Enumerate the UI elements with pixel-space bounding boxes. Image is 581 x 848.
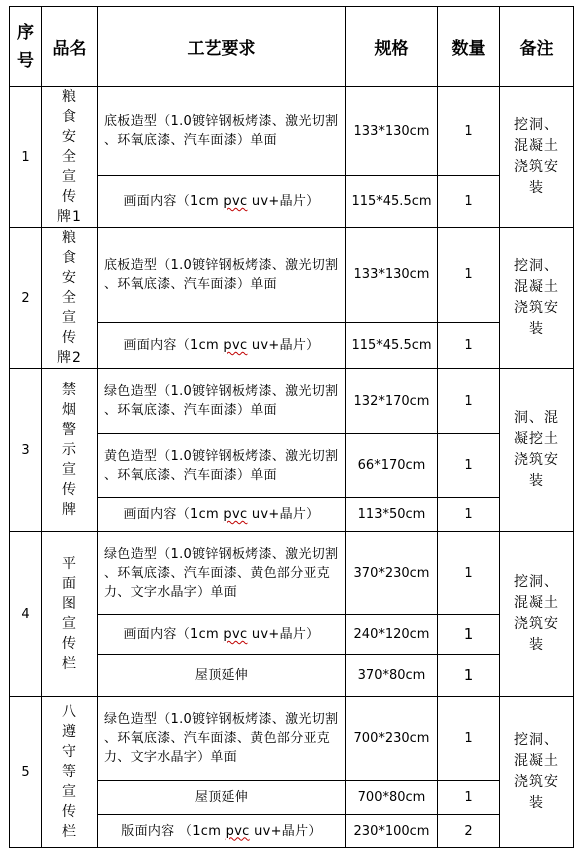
craft-cell: 绿色造型（1.0镀锌钢板烤漆、激光切割 、环氧底漆、汽车面漆）单面: [98, 369, 346, 434]
qty-cell: 1: [438, 615, 500, 655]
craft-cell: 屋顶延伸: [98, 655, 346, 697]
qty-cell: 1: [438, 498, 500, 532]
seq-cell: 5: [10, 697, 42, 848]
spec-cell: 133*130cm: [346, 228, 438, 323]
table-row: [10, 697, 574, 781]
name-cell: 粮食安全宣传牌2: [42, 228, 98, 369]
note-cell: 挖洞、混凝土浇筑安装: [500, 228, 574, 369]
qty-cell: 2: [438, 815, 500, 848]
qty-cell: 1: [438, 369, 500, 434]
spec-cell: 113*50cm: [346, 498, 438, 532]
seq-cell: 2: [10, 228, 42, 369]
note-cell: 洞、混凝挖土浇筑安装: [500, 369, 574, 532]
craft-cell: 画面内容（1cm pvc uv+晶片）: [98, 615, 346, 655]
header-row: [10, 7, 574, 87]
craft-cell: 黄色造型（1.0镀锌钢板烤漆、激光切割 、环氧底漆、汽车面漆）单面: [98, 434, 346, 498]
qty-cell: 1: [438, 228, 500, 323]
spec-cell: 370*230cm: [346, 532, 438, 615]
qty-cell: 1: [438, 434, 500, 498]
table-row: [10, 369, 574, 434]
table-row: [10, 532, 574, 615]
header-qty: 数量: [438, 7, 500, 87]
name-cell: 平面图宣传栏: [42, 532, 98, 697]
note-cell: 挖洞、混凝土浇筑安装: [500, 697, 574, 848]
craft-cell: 画面内容（1cm pvc uv+晶片）: [98, 176, 346, 228]
qty-cell: 1: [438, 655, 500, 697]
qty-cell: 1: [438, 322, 500, 368]
qty-cell: 1: [438, 176, 500, 228]
qty-cell: 1: [438, 781, 500, 815]
name-cell: 禁烟警示宣传牌: [42, 369, 98, 532]
craft-cell: 版面内容 （1cm pvc uv+晶片）: [98, 815, 346, 848]
craft-cell: 底板造型（1.0镀锌钢板烤漆、激光切割 、环氧底漆、汽车面漆）单面: [98, 228, 346, 323]
craft-cell: 底板造型（1.0镀锌钢板烤漆、激光切割 、环氧底漆、汽车面漆）单面: [98, 87, 346, 176]
spec-cell: 115*45.5cm: [346, 322, 438, 368]
header-name: 品名: [42, 7, 98, 87]
name-cell: 粮食安全宣传牌1: [42, 87, 98, 228]
spec-cell: 230*100cm: [346, 815, 438, 848]
spec-cell: 133*130cm: [346, 87, 438, 176]
name-cell: 八遵守等宣传栏: [42, 697, 98, 848]
craft-cell: 画面内容（1cm pvc uv+晶片）: [98, 322, 346, 368]
qty-cell: 1: [438, 87, 500, 176]
spec-cell: 66*170cm: [346, 434, 438, 498]
qty-cell: 1: [438, 697, 500, 781]
craft-cell: 绿色造型（1.0镀锌钢板烤漆、激光切割 、环氧底漆、汽车面漆、黄色部分亚克力、文字水晶字）单面: [98, 532, 346, 615]
table-row: [10, 228, 574, 323]
spec-cell: 700*80cm: [346, 781, 438, 815]
seq-cell: 4: [10, 532, 42, 697]
note-cell: 挖洞、混凝土浇筑安装: [500, 87, 574, 228]
spec-cell: 132*170cm: [346, 369, 438, 434]
header-spec: 规格: [346, 7, 438, 87]
table-row: [10, 87, 574, 176]
note-cell: 挖洞、混凝土浇筑安装: [500, 532, 574, 697]
craft-cell: 绿色造型（1.0镀锌钢板烤漆、激光切割 、环氧底漆、汽车面漆、黄色部分亚克力、文字水晶字）单面: [98, 697, 346, 781]
header-seq: 序号: [10, 7, 42, 87]
spec-cell: 700*230cm: [346, 697, 438, 781]
spec-table: [9, 6, 574, 848]
seq-cell: 1: [10, 87, 42, 228]
craft-cell: 画面内容（1cm pvc uv+晶片）: [98, 498, 346, 532]
craft-cell: 屋顶延伸: [98, 781, 346, 815]
spec-cell: 115*45.5cm: [346, 176, 438, 228]
header-craft: 工艺要求: [98, 7, 346, 87]
spec-cell: 370*80cm: [346, 655, 438, 697]
seq-cell: 3: [10, 369, 42, 532]
qty-cell: 1: [438, 532, 500, 615]
spec-cell: 240*120cm: [346, 615, 438, 655]
header-note: 备注: [500, 7, 574, 87]
